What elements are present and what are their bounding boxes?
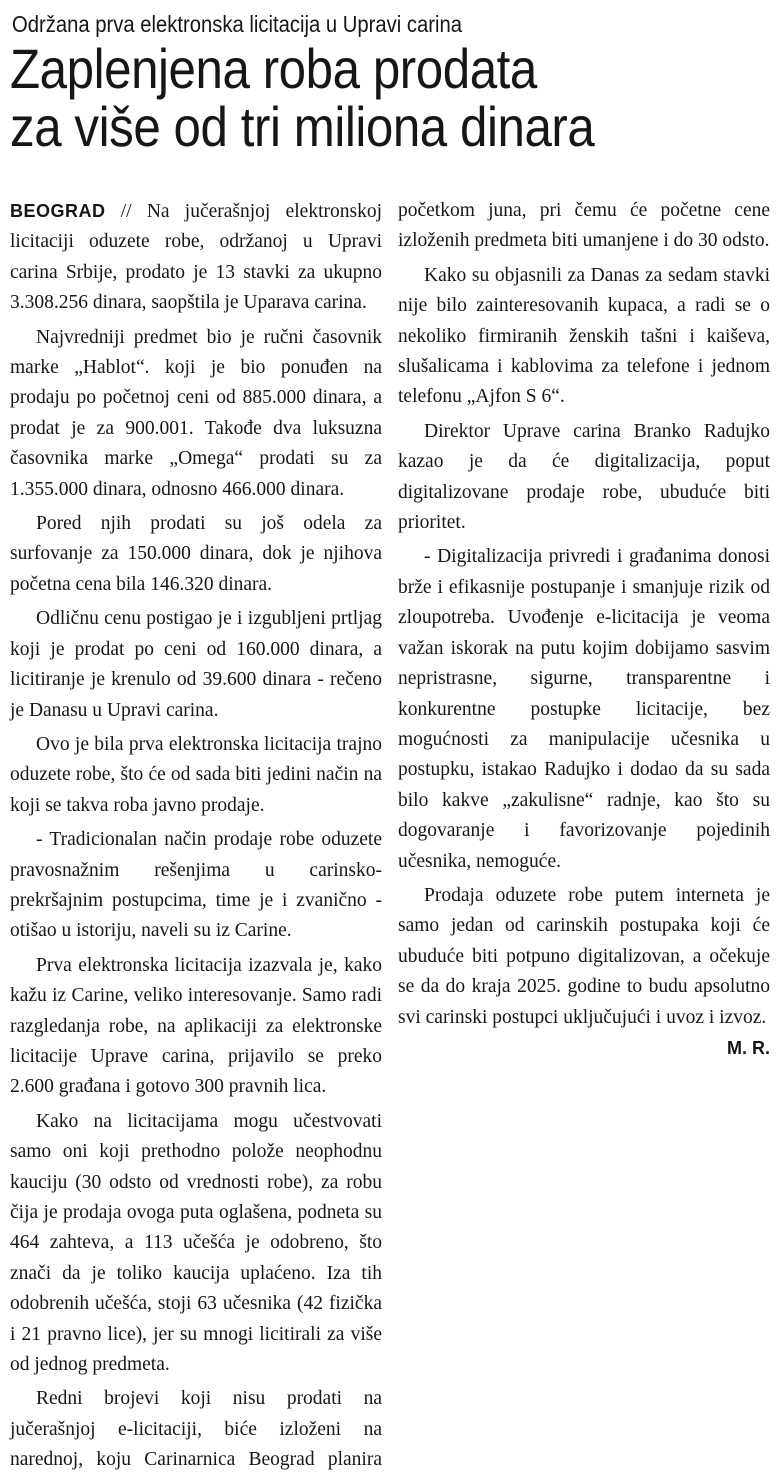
paragraph: - Tradicionalan način prodaje robe oduzete pravosnažnim rešenjima u carinsko-prekršajnim postupcima, time je i zvanično - otišao u istoriju, naveli su iz Carine. [10,829,382,942]
author-signature: M. R. [727,1037,770,1058]
paragraph: Direktor Uprave carina Branko Radujko kazao je da će digitalizacija, poput digitalizovane prodaje robe, ubuduće biti prioritet. [398,420,770,534]
headline-line-1: Zaplenjena roba prodata [10,37,537,100]
article-body [10,196,770,1476]
paragraph: Kako su objasnili za Danas za sedam stavki nije bilo zainteresovanih kupaca, a radi se o nekoliko firmiranih ženskih tašni i kaiševa, slušalicama i kablovima za telefone i jednom telefonu „Ajfon S 6“. [398,264,770,408]
last-paragraph [398,881,770,1058]
dateline: BEOGRAD [10,201,106,221]
lead-paragraph [10,196,382,319]
paragraph: Ovo je bila prva elektronska licitacija trajno oduzete robe, što će od sada biti jedini način na koji se takva roba javno prodaje. [10,733,382,816]
headline-line-2: za više od tri miliona dinara [10,95,595,158]
last-paragraph-text: Prodaja oduzete robe putem interneta je samo jedan od carinskih postupaka koji će ubuduće biti potpuno digitalizovan, a očekuje se da do kraja 2025. godine to budu apsolutno svi carinski postupci uključujući i uvoz i izvoz. [398,884,770,1028]
paragraph: Najvredniji predmet bio je ručni časovnik marke „Hablot“. koji je bio ponuđen na prodaju po početnoj ceni od 885.000 dinara, a prodat je za 900.001. Takođe dva luksuzna časovnika marke „Omega“ prodati su za 1.355.000 dinara, odnosno 466.000 dinara. [10,326,382,500]
headline [10,37,679,158]
paragraph: - Digitalizacija privredi i građanima donosi brže i efikasnije postupanje i smanjuje rizik od zloupotreba. Uvođenje e-licitacija je veoma važan iskorak na putu kojim dobijamo sasvim nepristrasne, sigurne, transparentne i konkurentne postupke licitacije, bez mogućnosti za manipulacije učesnika u postupku, istakao Radujko i dodao da su sada bilo kakve „zakulisne“ radnje, kao što su dogovaranje i favorizovanje pojedinih učesnika, nemoguće. [398,546,770,872]
lead-text: // Na jučerašnjoj elektronskoj licitaciji oduzete robe, održanoj u Upravi carina Srbije, prodato je 13 stavki za ukupno 3.308.256 dinara, saopštila je Uparava carina. [10,201,382,314]
paragraph: Prva elektronska licitacija izazvala je, kako kažu iz Carine, veliko interesovanje. Samo radi razgledanja robe, na aplikaciji za elektronske licitacije Uprave carina, prijavilo se preko 2.600 građana i gotovo 300 pravnih lica. [10,954,382,1098]
paragraph: Odličnu cenu postigao je i izgubljeni prtljag koji je prodat po ceni od 160.000 dinara, a licitiranje je krenulo od 39.600 dinara - rečeno je Danasu u Upravi carina. [10,608,382,721]
paragraph: Kako na licitacijama mogu učestvovati samo oni koji prethodno polože neophodnu kauciju (30 odsto od vrednosti robe), za robu čija je prodaja ovoga puta oglašena, podneta su 464 zahteva, a 113 učešća je odobreno, što znači da je toliko kaucija uplaćeno. Iza tih odobrenih učešća, stoji 63 učesnika (42 fizička i 21 pravno lice), jer su mnogi licitirali za više od jednog predmeta. [10,1110,382,1376]
kicker: Održana prva elektronska licitacija u Upravi carina [12,11,462,37]
paragraph: Pored njih prodati su još odela za surfovanje za 150.000 dinara, dok je njihova početna cena bila 146.320 dinara. [10,513,382,595]
paragraph: Redni brojevi koji nisu prodati na jučerašnjoj e-licitaciji, biće izloženi na narednoj, koju Carinarnica Beograd planira početkom juna, pri čemu će početne cene izloženih predmeta biti umanjene i do 30 odsto. [10,200,770,1471]
